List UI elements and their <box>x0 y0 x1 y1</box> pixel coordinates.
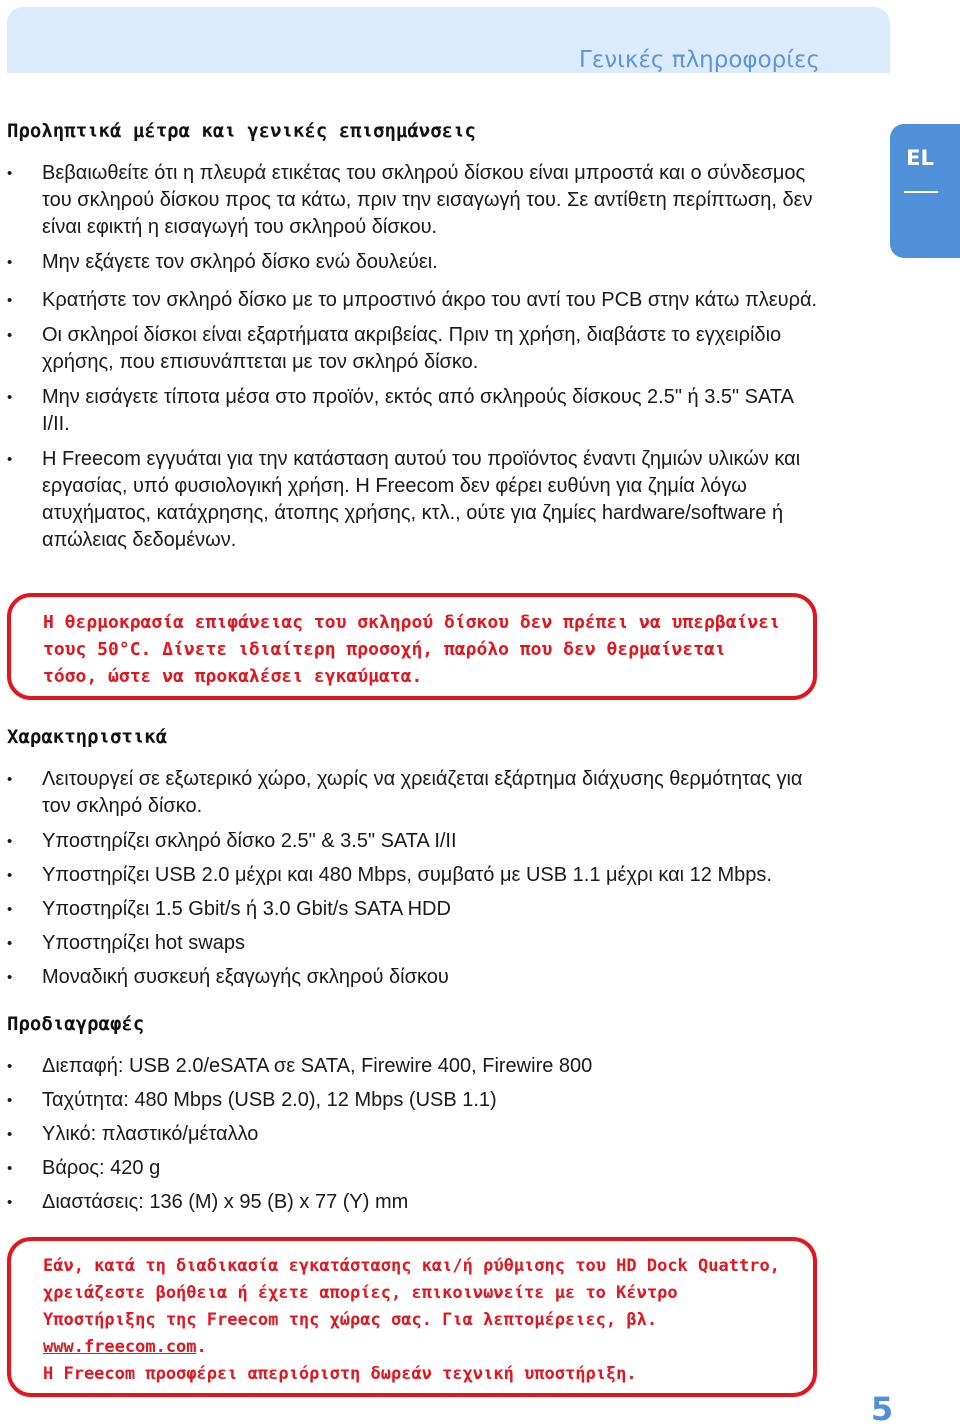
list-item: • Βεβαιωθείτε ότι η πλευρά ετικέτας του σκληρού δίσκου είναι μπροστά και ο σύνδεσμος του σκληρού δίσκου προς τα κάτω, πριν την εισαγωγή του. Σε αντίθετη περίπτωση, δεν είναι εφικτή η εισαγωγή του σκληρού δίσκου. <box>0 160 822 241</box>
list-item: • Οι σκληροί δίσκοι είναι εξαρτήματα ακριβείας. Πριν τη χρήση, διαβάστε το εγχειρίδιο χρήσης, που επισυνάπτεται με τον σκληρό δίσκο. <box>0 322 822 376</box>
language-underline <box>904 191 938 193</box>
list-item: • Υποστηρίζει hot swaps <box>0 930 822 957</box>
list-item: • Μην εξάγετε τον σκληρό δίσκο ενώ δουλεύει. <box>0 249 822 276</box>
precautions-heading: Προληπτικά μέτρα και γενικές επισημάνσεις <box>7 120 476 142</box>
page-number: 5 <box>870 1390 894 1428</box>
support-notice-box <box>7 1237 817 1397</box>
support-link-suffix: . <box>196 1337 207 1357</box>
features-list <box>0 766 822 991</box>
temperature-warning-text: Η θερμοκρασία επιφάνειας του σκληρού δίσκου δεν πρέπει να υπερβαίνει τους 50°C. Δίνετε ιδιαίτερη προσοχή, παρόλο που δεν θερμαίνεται τόσο, ώστε να προκαλέσει εγκαύματα. <box>43 612 780 687</box>
support-notice-closing: Η Freecom προσφέρει απεριόριστη δωρεάν τεχνική υποστήριξη. <box>43 1364 637 1384</box>
list-item: • Διαστάσεις: 136 (M) x 95 (B) x 77 (Y) mm <box>0 1189 822 1216</box>
temperature-warning-box <box>7 593 817 700</box>
list-item: • Υποστηρίζει USB 2.0 μέχρι και 480 Mbps, συμβατό με USB 1.1 μέχρι και 12 Mbps. <box>0 862 822 889</box>
freecom-website-link[interactable]: www.freecom.com <box>43 1337 197 1357</box>
list-item: • Βάρος: 420 g <box>0 1155 822 1182</box>
support-notice-text <box>43 1253 789 1361</box>
list-item: • Μοναδική συσκευή εξαγωγής σκληρού δίσκου <box>0 964 822 991</box>
list-item: • Υποστηρίζει σκληρό δίσκο 2.5" & 3.5" SATA I/II <box>0 828 822 855</box>
support-notice-body: Εάν, κατά τη διαδικασία εγκατάστασης και/ή ρύθμισης του HD Dock Quattro, χρειάζεστε βοήθεια ή έχετε απορίες, επικοινωνείτε με το Κέντρο Υποστήριξης της Freecom της χώρας σας. Για λεπτομέρειες, βλ. <box>43 1256 780 1330</box>
list-item: • Ταχύτητα: 480 Mbps (USB 2.0), 12 Mbps (USB 1.1) <box>0 1087 822 1114</box>
list-item: • Διεπαφή: USB 2.0/eSATA σε SATA, Firewire 400, Firewire 800 <box>0 1053 822 1080</box>
list-item: • Κρατήστε τον σκληρό δίσκο με το μπροστινό άκρο του αντί του PCB στην κάτω πλευρά. <box>0 287 822 314</box>
language-tab <box>890 124 960 258</box>
page-header <box>7 7 890 73</box>
list-item: • Η Freecom εγγυάται για την κατάσταση αυτού του προϊόντος έναντι ζημιών υλικών και εργασίας, υπό φυσιολογική χρήση. Η Freecom δεν φέρει ευθύνη για ζημία λόγω ατυχήματος, κατάχρησης, άτοπης χρήσης, κτλ., ούτε για ζημίες hardware/software ή απώλειας δεδομένων. <box>0 446 822 554</box>
list-item: • Υλικό: πλαστικό/μέταλλο <box>0 1121 822 1148</box>
precautions-list <box>0 160 822 554</box>
list-item: • Λειτουργεί σε εξωτερικό χώρο, χωρίς να χρειάζεται εξάρτημα διάχυσης θερμότητας για τον σκληρό δίσκο. <box>0 766 822 820</box>
list-item: • Υποστηρίζει 1.5 Gbit/s ή 3.0 Gbit/s SATA HDD <box>0 896 822 923</box>
features-heading: Χαρακτηριστικά <box>7 726 168 748</box>
language-code: EL <box>906 146 934 170</box>
specifications-heading: Προδιαγραφές <box>7 1013 145 1035</box>
header-title: Γενικές πληροφορίες <box>579 47 820 73</box>
specifications-list <box>0 1053 822 1216</box>
list-item: • Μην εισάγετε τίποτα μέσα στο προϊόν, εκτός από σκληρούς δίσκους 2.5" ή 3.5" SATA I/II. <box>0 384 822 438</box>
